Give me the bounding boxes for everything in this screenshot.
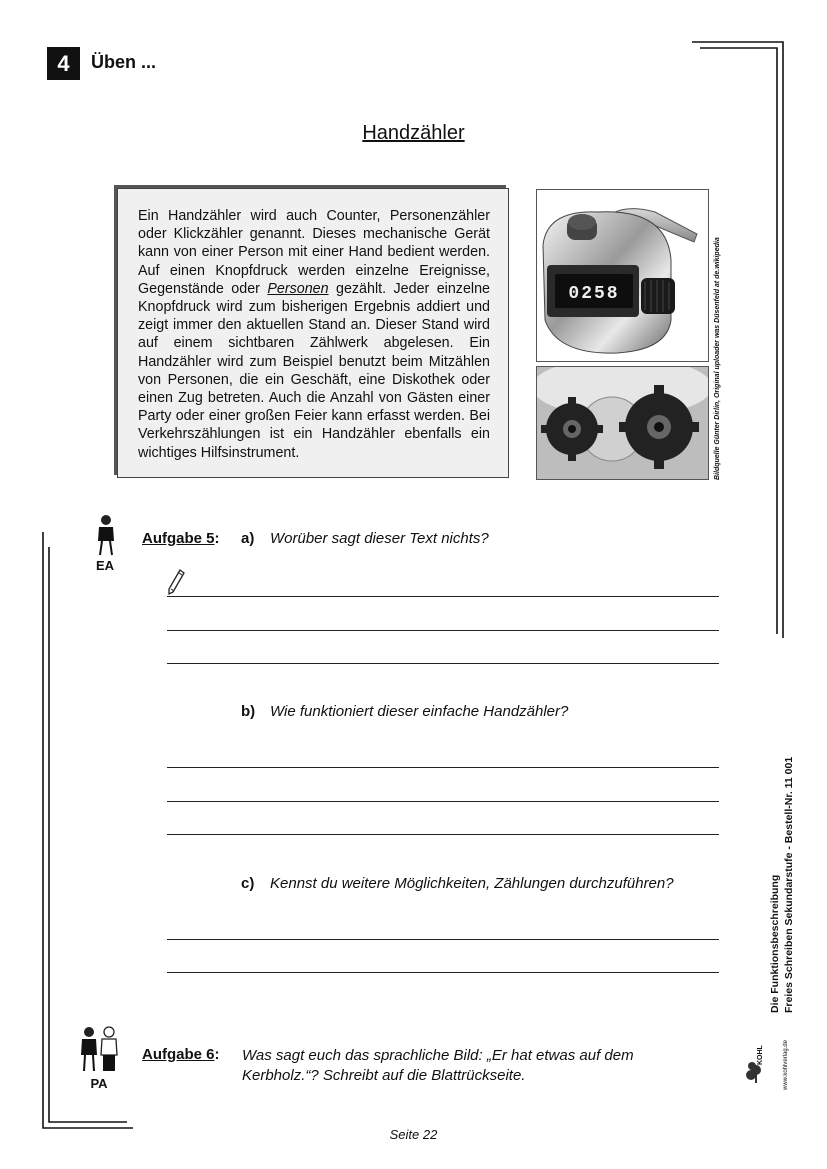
publisher-name: KOHL — [757, 1045, 764, 1065]
answer-line[interactable] — [167, 801, 719, 802]
task6-label — [142, 1046, 220, 1063]
publisher-sidebar — [745, 735, 805, 1095]
answer-line[interactable] — [167, 834, 719, 835]
question-b-letter: b) — [241, 703, 256, 720]
answer-line[interactable] — [167, 972, 719, 973]
task6-label-text: Aufgabe 6 — [142, 1046, 215, 1063]
info-text-before: Ein Handzähler wird auch Counter, Personenzähler oder Klickzähler genannt. Dieses mechanische Gerät kann von einer Person mit einer Hand bedient werden. Auf einen Knopfdruck werden einzelne Ereignisse, Gegenstände oder — [138, 208, 490, 297]
info-textbox — [117, 188, 509, 478]
question-c-text: Kennst du weitere Möglichkeiten, Zählungen durchzuführen? — [270, 875, 674, 892]
answer-line[interactable] — [167, 596, 719, 597]
sidebar-line1: Die Funktionsbeschreibung — [769, 874, 781, 1013]
single-person-icon — [94, 513, 118, 557]
info-text-after: gezählt. Jeder einzelne Knopfdruck wird zum bisherigen Ergebnis addiert und zeigt immer den aktuellen Stand an. Dieser Stand wird auf einem sichtbaren Zählwerk abgelesen. Ein Handzähler wird zum Beispiel benutzt beim Mitzählen von Personen, die ein Geschäft, eine Diskothek oder einen Zug betreten. Auch die Anzahl von Gästen einer Party oder einer großen Feier kann erfasst werden. Bei Verkehrszählungen ist ein Handzähler ebenfalls ein wichtiges Hilfsinstrument. — [138, 280, 490, 461]
counter-gears-photo — [536, 366, 709, 480]
sidebar-line2: Freies Schreiben Sekundarstufe - Bestell-Nr. 11 001 — [783, 756, 795, 1013]
question-a-text: Worüber sagt dieser Text nichts? — [270, 530, 489, 547]
photo-credit-text: Bildquelle Günter Dirlin, Original uploader was Düsenfeld at de.wikipedia — [714, 237, 721, 480]
section-heading: Üben ... — [91, 52, 157, 72]
task5-label — [142, 530, 220, 547]
mode-ea-label: EA — [95, 558, 115, 573]
hand-counter-photo — [536, 189, 709, 362]
page-number: Seite 22 — [389, 1127, 438, 1142]
counter-digits: 0258 — [568, 284, 620, 304]
publisher-website: www.kohlverlag.de — [783, 1039, 789, 1090]
mode-pa-label: PA — [90, 1076, 108, 1091]
question-b-text: Wie funktioniert dieser einfache Handzähler? — [270, 703, 569, 720]
pair-persons-icon — [78, 1025, 120, 1073]
photo-credit — [714, 230, 728, 480]
page-title: Handzähler — [362, 122, 465, 144]
pencil-icon — [167, 568, 185, 596]
answer-line[interactable] — [167, 939, 719, 940]
publisher-logo-icon — [745, 1021, 767, 1085]
task5-label-text: Aufgabe 5 — [142, 530, 215, 547]
task6-label-colon: : — [214, 1046, 220, 1063]
question-c-letter: c) — [241, 875, 255, 892]
task6-text: Was sagt euch das sprachliche Bild: „Er hat etwas auf dem Kerbholz.“? Schreibt auf die Blattrückseite. — [242, 1047, 634, 1084]
answer-line[interactable] — [167, 663, 719, 664]
answer-line[interactable] — [167, 630, 719, 631]
section-number-badge: 4 — [47, 47, 80, 80]
question-a-letter: a) — [241, 530, 255, 547]
task5-label-colon: : — [214, 530, 220, 547]
info-text-highlight: Personen — [267, 280, 329, 297]
answer-line[interactable] — [167, 767, 719, 768]
